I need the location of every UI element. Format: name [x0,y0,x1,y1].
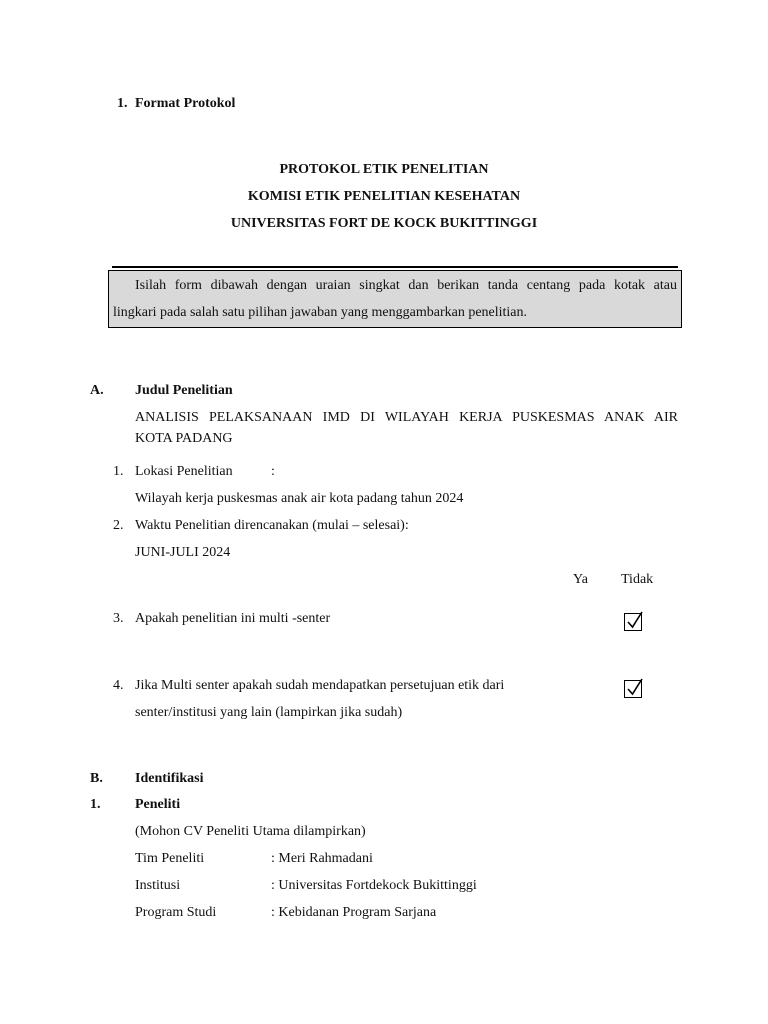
field-label-institusi: Institusi [135,878,181,893]
cv-note: (Mohon CV Peneliti Utama dilampirkan) [135,824,366,839]
item-2-label: Waktu Penelitian direncanakan (mulai – selesai): [135,518,409,533]
item-1-label: Lokasi Penelitian [135,464,233,479]
title-line-1: PROTOKOL ETIK PENELITIAN [279,162,489,177]
field-label-program-studi: Program Studi [135,905,217,920]
checkmark-icon [625,677,645,699]
section-a-heading: Judul Penelitian [135,383,233,398]
checkmark-icon [625,610,645,632]
section-b-heading: Identifikasi [135,771,204,786]
item-2-number: 2. [113,518,124,533]
field-value-program-studi: : Kebidanan Program Sarjana [271,905,437,920]
section-heading: Format Protokol [135,96,236,111]
section-b-letter: B. [90,771,103,786]
section-b-sub-number: 1. [90,797,101,812]
section-number: 1. [117,96,128,111]
section-a-letter: A. [90,383,104,398]
column-tidak: Tidak [621,572,654,587]
title-line-2: KOMISI ETIK PENELITIAN KESEHATAN [247,189,521,204]
title-line-3: UNIVERSITAS FORT DE KOCK BUKITTINGGI [230,216,538,231]
research-title-line-1: ANALISIS PELAKSANAAN IMD DI WILAYAH KERJA PUSKESMAS ANAK AIR [135,410,678,425]
item-3-label: Apakah penelitian ini multi -senter [135,611,331,626]
item-4-label-line-1: Jika Multi senter apakah sudah mendapatkan persetujuan etik dari [135,678,505,693]
research-title-line-2: KOTA PADANG [135,431,233,446]
item-4-label-line-2: senter/institusi yang lain (lampirkan jika sudah) [135,705,403,720]
field-value-institusi: : Universitas Fortdekock Bukittinggi [271,878,477,893]
item-1-value: Wilayah kerja puskesmas anak air kota padang tahun 2024 [135,491,464,506]
item-1-number: 1. [113,464,124,479]
notice-divider [112,266,678,268]
field-label-tim-peneliti: Tim Peneliti [135,851,205,866]
instruction-line-1: Isilah form dibawah dengan uraian singkat dan berikan tanda centang pada kotak atau [135,278,677,293]
instruction-line-2: lingkari pada salah satu pilihan jawaban yang menggambarkan penelitian. [113,305,528,320]
column-ya: Ya [573,572,588,587]
section-b-sub-heading: Peneliti [135,797,181,812]
field-value-tim-peneliti: : Meri Rahmadani [271,851,373,866]
item-3-number: 3. [113,611,124,626]
item-4-tidak-checkbox[interactable] [624,680,642,698]
item-2-value: JUNI-JULI 2024 [135,545,231,560]
item-3-tidak-checkbox[interactable] [624,613,642,631]
item-4-number: 4. [113,678,124,693]
item-1-colon: : [271,464,275,479]
